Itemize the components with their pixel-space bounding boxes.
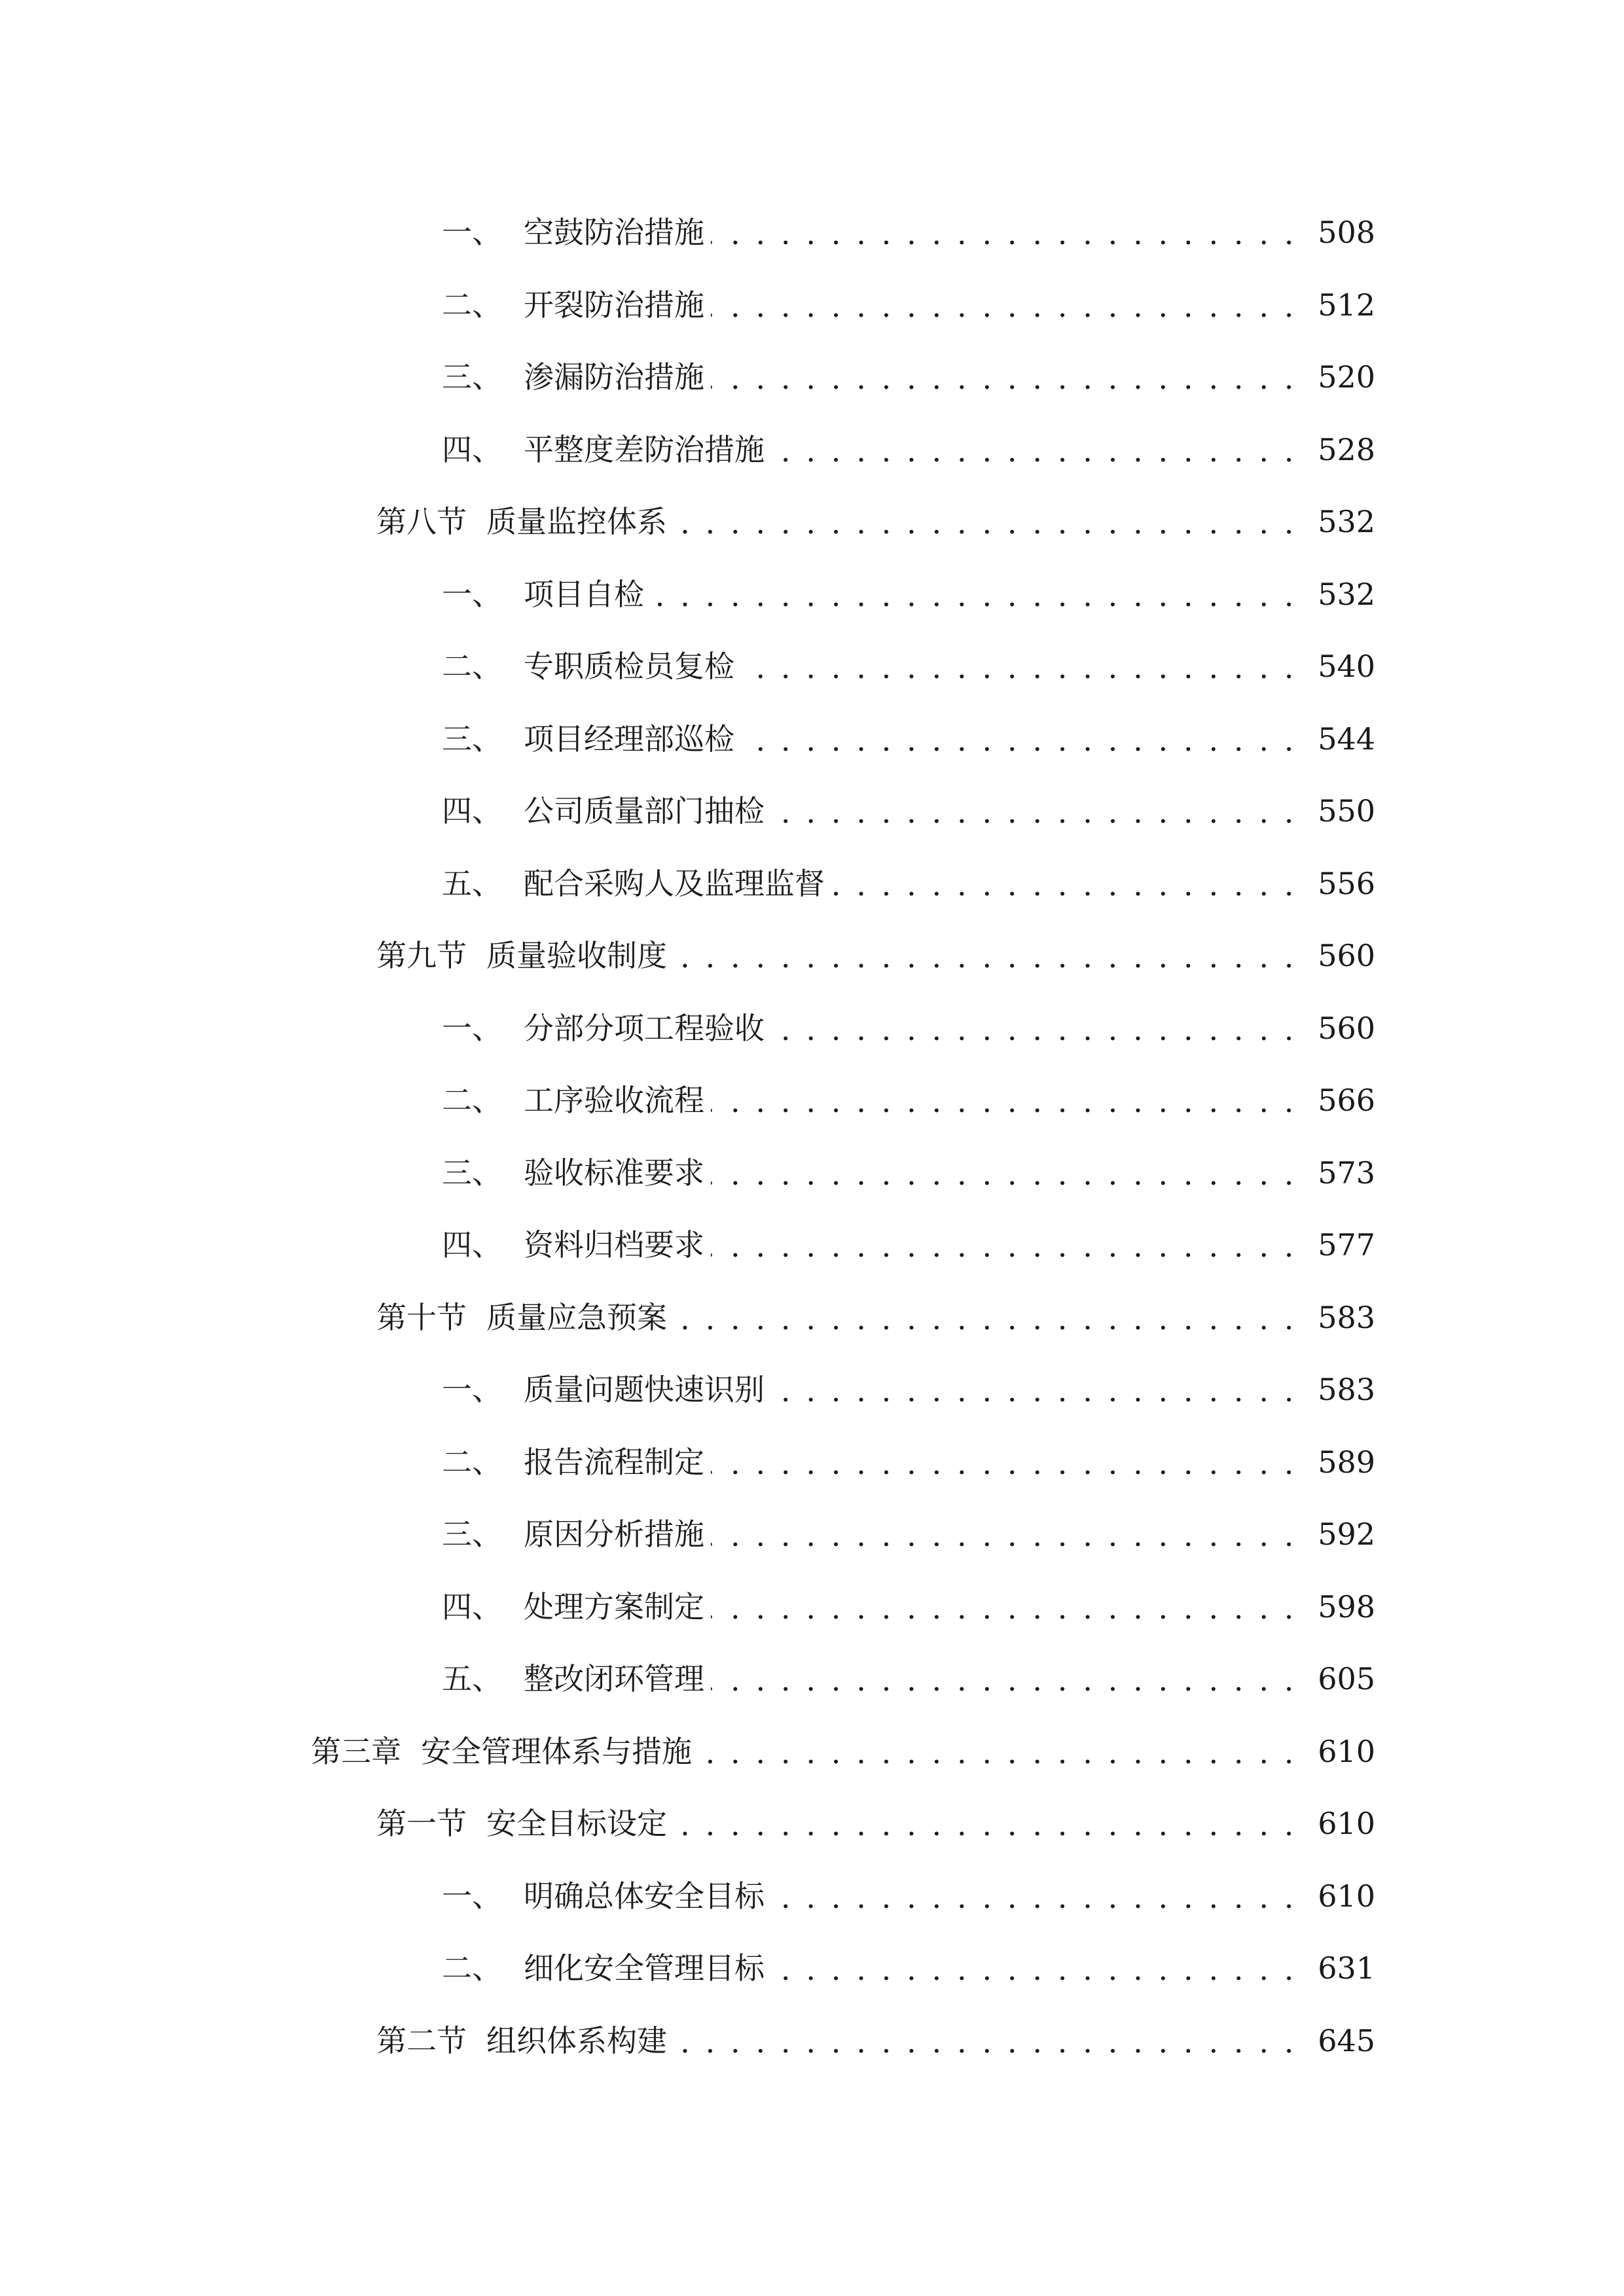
toc-entry-number: 二、 xyxy=(442,1950,502,1986)
toc-entry[interactable] xyxy=(0,848,1624,920)
toc-entry[interactable] xyxy=(0,1064,1624,1137)
toc-entry[interactable] xyxy=(0,775,1624,848)
toc-entry-title: 整改闭环管理 xyxy=(524,1661,704,1697)
toc-entry-page: 560 xyxy=(1318,938,1375,974)
toc-entry[interactable] xyxy=(0,196,1624,269)
toc-entry-number: 第三章 xyxy=(311,1733,401,1769)
toc-entry-number: 五、 xyxy=(442,1661,502,1697)
toc-entry-page: 532 xyxy=(1318,504,1375,540)
toc-entry[interactable] xyxy=(0,1932,1624,2005)
toc-entry[interactable] xyxy=(0,1860,1624,1933)
toc-entry-page: 512 xyxy=(1318,287,1375,323)
toc-entry-title: 处理方案制定 xyxy=(524,1588,704,1624)
dot-leader xyxy=(771,1953,1297,1983)
toc-entry-page: 520 xyxy=(1318,359,1375,395)
toc-entry-number: 第九节 xyxy=(376,938,467,974)
toc-entry-title: 项目自检 xyxy=(524,576,644,612)
toc-entry-title: 空鼓防治措施 xyxy=(524,215,704,251)
toc-entry-number: 一、 xyxy=(442,1878,502,1914)
toc-entry-page: 598 xyxy=(1318,1588,1375,1624)
toc-entry-number: 四、 xyxy=(442,793,502,829)
dot-leader xyxy=(711,1447,1297,1477)
toc-entry-title: 组织体系构建 xyxy=(486,2022,667,2058)
dot-leader xyxy=(674,1808,1297,1839)
dot-leader xyxy=(674,941,1297,971)
dot-leader xyxy=(698,1736,1297,1767)
toc-entry-number: 四、 xyxy=(442,1227,502,1263)
toc-entry-title: 分部分项工程验收 xyxy=(524,1010,765,1046)
toc-entry[interactable] xyxy=(0,1209,1624,1282)
toc-chapter-entry[interactable] xyxy=(0,1715,1624,1788)
toc-entry-title: 公司质量部门抽检 xyxy=(524,793,765,829)
toc-entry[interactable] xyxy=(0,992,1624,1065)
toc-entry-title: 项目经理部巡检 xyxy=(524,721,734,757)
toc-entry-title: 细化安全管理目标 xyxy=(524,1950,765,1986)
toc-entry-number: 二、 xyxy=(442,1083,502,1119)
toc-entry-title: 明确总体安全目标 xyxy=(524,1878,765,1914)
toc-entry-number: 三、 xyxy=(442,1516,502,1552)
toc-entry-page: 610 xyxy=(1318,1806,1375,1842)
toc-entry-page: 556 xyxy=(1318,865,1375,901)
dot-leader xyxy=(711,290,1297,320)
table-of-contents xyxy=(0,196,1624,2077)
toc-entry-page: 566 xyxy=(1318,1083,1375,1119)
toc-entry[interactable] xyxy=(0,558,1624,631)
toc-entry-number: 第一节 xyxy=(376,1806,467,1842)
toc-entry[interactable] xyxy=(0,269,1624,342)
toc-section-entry[interactable] xyxy=(0,1282,1624,1354)
toc-entry-number: 一、 xyxy=(442,1372,502,1408)
dot-leader xyxy=(674,2026,1297,2056)
toc-entry-number: 二、 xyxy=(442,287,502,323)
toc-entry-page: 610 xyxy=(1318,1878,1375,1914)
toc-entry-page: 592 xyxy=(1318,1516,1375,1552)
dot-leader xyxy=(711,362,1297,392)
toc-entry-page: 532 xyxy=(1318,576,1375,612)
toc-section-entry[interactable] xyxy=(0,1787,1624,1860)
toc-entry-number: 四、 xyxy=(442,431,502,467)
toc-entry-number: 第八节 xyxy=(376,504,467,540)
toc-entry-title: 质量问题快速识别 xyxy=(524,1372,765,1408)
dot-leader xyxy=(711,217,1297,247)
toc-entry-title: 资料归档要求 xyxy=(524,1227,704,1263)
toc-entry-title: 开裂防治措施 xyxy=(524,287,704,323)
toc-entry-page: 583 xyxy=(1318,1372,1375,1408)
toc-entry[interactable] xyxy=(0,703,1624,776)
toc-entry-title: 配合采购人及监理监督 xyxy=(524,865,825,901)
toc-entry-title: 验收标准要求 xyxy=(524,1155,704,1191)
toc-entry-number: 一、 xyxy=(442,576,502,612)
toc-section-entry[interactable] xyxy=(0,920,1624,992)
toc-entry[interactable] xyxy=(0,1354,1624,1426)
dot-leader xyxy=(711,1158,1297,1188)
toc-entry-page: 631 xyxy=(1318,1950,1375,1986)
dot-leader xyxy=(711,1230,1297,1260)
toc-entry[interactable] xyxy=(0,630,1624,703)
toc-entry-page: 573 xyxy=(1318,1155,1375,1191)
toc-entry-page: 583 xyxy=(1318,1299,1375,1335)
toc-entry-number: 第二节 xyxy=(376,2022,467,2058)
toc-entry-page: 550 xyxy=(1318,793,1375,829)
dot-leader xyxy=(711,1519,1297,1549)
dot-leader xyxy=(711,1592,1297,1622)
toc-entry-page: 645 xyxy=(1318,2022,1375,2058)
toc-entry-page: 544 xyxy=(1318,721,1375,757)
toc-entry-page: 560 xyxy=(1318,1010,1375,1046)
toc-entry-number: 三、 xyxy=(442,359,502,395)
toc-entry-page: 528 xyxy=(1318,431,1375,467)
toc-entry-page: 605 xyxy=(1318,1661,1375,1697)
dot-leader xyxy=(831,869,1297,899)
toc-entry-page: 577 xyxy=(1318,1227,1375,1263)
toc-entry-title: 平整度差防治措施 xyxy=(524,431,765,467)
dot-leader xyxy=(771,1374,1297,1405)
toc-entry-title: 安全管理体系与措施 xyxy=(421,1733,692,1769)
toc-entry-number: 三、 xyxy=(442,721,502,757)
dot-leader xyxy=(771,796,1297,826)
toc-entry[interactable] xyxy=(0,414,1624,486)
toc-entry-page: 508 xyxy=(1318,215,1375,251)
dot-leader xyxy=(771,435,1297,465)
toc-entry[interactable] xyxy=(0,1426,1624,1499)
dot-leader xyxy=(674,1302,1297,1333)
toc-entry[interactable] xyxy=(0,1643,1624,1715)
toc-entry-title: 质量验收制度 xyxy=(486,938,667,974)
toc-entry-number: 三、 xyxy=(442,1155,502,1191)
toc-entry-title: 质量监控体系 xyxy=(486,504,667,540)
toc-entry-title: 原因分析措施 xyxy=(524,1516,704,1552)
toc-entry-number: 二、 xyxy=(442,649,502,685)
dot-leader xyxy=(741,724,1297,754)
toc-entry-number: 五、 xyxy=(442,865,502,901)
dot-leader xyxy=(651,579,1297,609)
toc-section-entry[interactable] xyxy=(0,486,1624,558)
dot-leader xyxy=(771,1013,1297,1043)
toc-entry-title: 专职质检员复检 xyxy=(524,649,734,685)
toc-entry-page: 610 xyxy=(1318,1733,1375,1769)
toc-entry-page: 540 xyxy=(1318,649,1375,685)
dot-leader xyxy=(741,651,1297,681)
toc-entry[interactable] xyxy=(0,341,1624,414)
dot-leader xyxy=(771,1881,1297,1911)
toc-entry-number: 二、 xyxy=(442,1444,502,1480)
toc-section-entry[interactable] xyxy=(0,2005,1624,2077)
toc-entry[interactable] xyxy=(0,1137,1624,1210)
toc-entry-title: 报告流程制定 xyxy=(524,1444,704,1480)
dot-leader xyxy=(711,1664,1297,1694)
toc-entry-title: 安全目标设定 xyxy=(486,1806,667,1842)
toc-entry-title: 质量应急预案 xyxy=(486,1299,667,1335)
dot-leader xyxy=(711,1085,1297,1115)
toc-entry[interactable] xyxy=(0,1571,1624,1643)
toc-entry-title: 工序验收流程 xyxy=(524,1083,704,1119)
toc-entry-number: 第十节 xyxy=(376,1299,467,1335)
dot-leader xyxy=(674,507,1297,537)
toc-entry-title: 渗漏防治措施 xyxy=(524,359,704,395)
toc-entry-number: 一、 xyxy=(442,1010,502,1046)
toc-entry-number: 四、 xyxy=(442,1588,502,1624)
toc-entry[interactable] xyxy=(0,1498,1624,1571)
toc-entry-number: 一、 xyxy=(442,215,502,251)
toc-entry-page: 589 xyxy=(1318,1444,1375,1480)
